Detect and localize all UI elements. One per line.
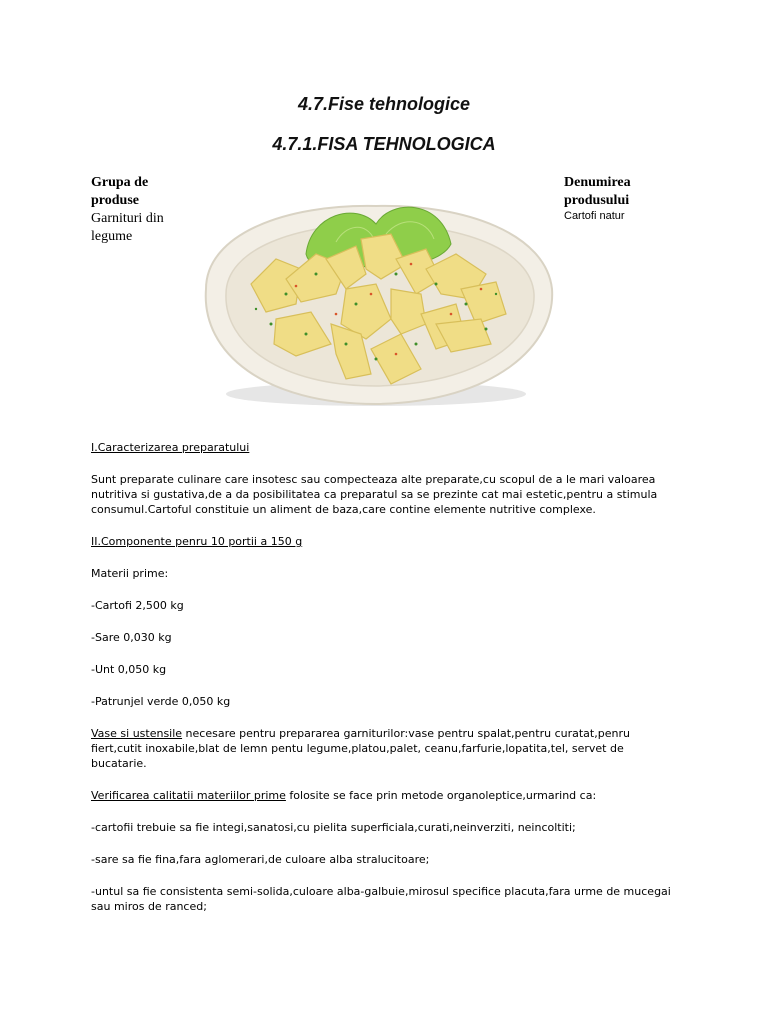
section1-text: Sunt preparate culinare care insotesc sau compecteaza alte preparate,cu scopul de a le mari valoarea nutritiva si gustativa,de a da posibilitatea ca preparatul sa se prezinte cat mai estetic,pentru a stimula consumul.Cartoful constituie un aliment de baza,care contine elemente nutritive complexe. xyxy=(91,473,658,516)
product-group-label-1: Grupa de xyxy=(91,175,149,190)
quality-item: -untul sa fie consistenta semi-solida,culoare alba-galbuie,mirosul specifice placuta,fara urme de mucegai sau miros de ranced; xyxy=(91,885,671,913)
ingredient-item: -Unt 0,050 kg xyxy=(91,663,167,676)
materials-label: Materii prime: xyxy=(91,567,169,580)
quality-label: Verificarea calitatii materiilor prime xyxy=(91,789,286,802)
ingredient-item: -Patrunjel verde 0,050 kg xyxy=(91,695,231,708)
product-name-value: Cartofi natur xyxy=(564,210,625,222)
product-name-label-1: Denumirea xyxy=(564,175,631,190)
quality-item: -sare sa fie fina,fara aglomerari,de culoare alba stralucitoare; xyxy=(91,853,430,866)
potato-dish-illustration xyxy=(196,194,556,416)
product-name-block xyxy=(564,174,694,223)
ingredient-item: -Sare 0,030 kg xyxy=(91,631,172,644)
vessels-label: Vase si ustensile xyxy=(91,727,183,740)
document-body xyxy=(91,440,681,931)
product-group-label-2: produse xyxy=(91,193,139,208)
product-group-value-1: Garnituri din xyxy=(91,211,164,226)
page-title: 4.7.Fise tehnologice xyxy=(297,94,471,114)
quality-item: -cartofii trebuie sa fie integi,sanatosi,cu pielita superficiala,curati,neinverziti, neincoltiti; xyxy=(91,821,576,834)
page-subtitle: 4.7.1.FISA TEHNOLOGICA xyxy=(272,134,496,154)
vessels-paragraph xyxy=(91,726,681,771)
section2-heading: II.Componente penru 10 portii a 150 g xyxy=(91,535,303,548)
section1-heading: I.Caracterizarea preparatului xyxy=(91,441,250,454)
quality-paragraph xyxy=(91,788,681,803)
product-group-value-2: legume xyxy=(91,229,133,244)
dish-photo xyxy=(196,194,556,416)
vessels-text: necesare pentru prepararea garniturilor:vase pentru spalat,pentru curatat,penru fiert,cutit inoxabile,blat de lemn pentu legume,platou,palet, ceanu,farfurie,lopatita,tel, servet de bucatarie. xyxy=(91,727,630,770)
product-name-label-2: produsului xyxy=(564,193,630,208)
quality-text: folosite se face prin metode organoleptice,urmarind ca: xyxy=(285,789,597,802)
product-group-block xyxy=(91,174,211,246)
ingredient-item: -Cartofi 2,500 kg xyxy=(91,599,184,612)
